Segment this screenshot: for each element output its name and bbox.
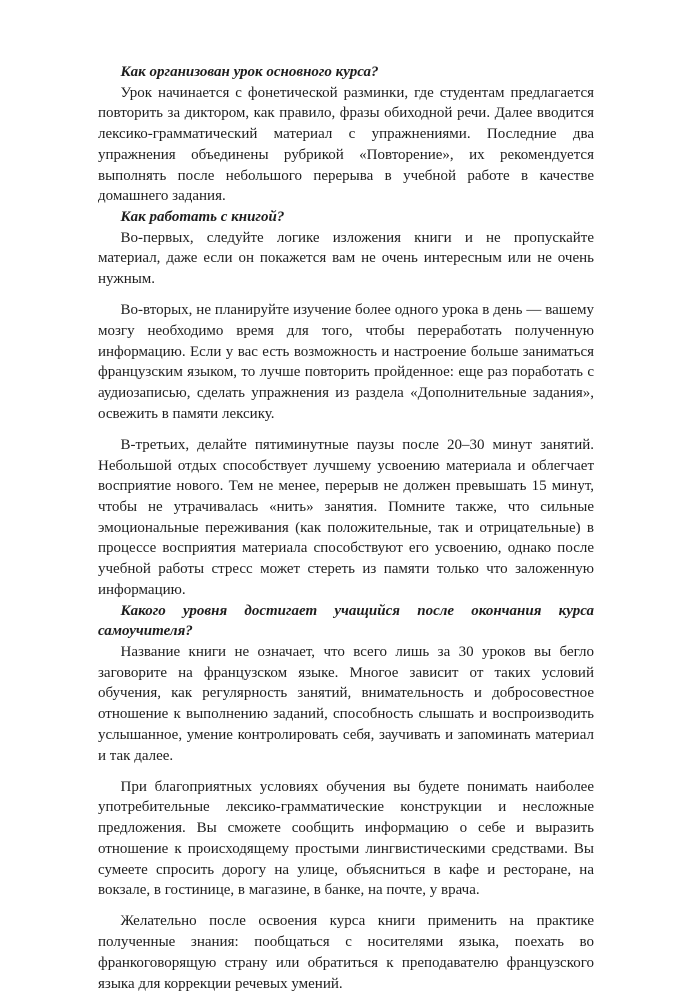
paragraph-favorable-conditions: При благоприятных условиях обучения вы будете понимать наиболее употребительные лексико-грамматические конструкции и несложные предложения. Вы сможете сообщить информацию о себе и выразить отношение к происходящему простыми лингвистическими средствами. Вы сумеете спросить дорогу на улице, объясниться в кафе и ресторане, на вокзале, в гостинице, в магазине, в банке, на почте, у врача. [98, 778, 594, 899]
section-heading-lesson-structure: Как организован урок основного курса? [120, 64, 379, 80]
section-heading-how-to-work: Как работать с книгой? [120, 208, 285, 225]
paragraph-book-title-meaning: Название книги не означает, что всего лишь за 30 уроков вы бегло заговорите на французском языке. Многое зависит от таких условий обучения, как регулярность занятий, внимательность и добросовестное отношение к выполнению заданий, способность слышать и воспроизводить услышанное, умение контролировать себя, заучивать и запоминать материал и так далее. [98, 643, 594, 764]
paragraph-third-advice: В-третьих, делайте пятиминутные паузы после 20–30 минут занятий. Небольшой отдых способствует лучшему усвоению материала и облегчает восприятие нового. Тем не менее, перерыв не должен превышать 15 минут, чтобы не утрачивалась «нить» занятия. Помните также, что сильные эмоциональные переживания (как положительные, так и отрицательные) в процессе восприятия материала способствуют его усвоению, однако после учебной работы стресс может стереть из памяти только что заложенную информацию. [98, 436, 594, 598]
paragraph-first-advice: Во-первых, следуйте логике изложения книги и не пропускайте материал, даже если он покажется вам не очень интересным или не очень нужным. [98, 229, 594, 288]
paragraph-practice-advice: Желательно после освоения курса книги применить на практике полученные знания: пообщаться с носителями языка, поехать во франкоговорящую страну или обратиться к преподавателю французского языка для коррекции речевых умений. [98, 913, 594, 992]
paragraph-lesson-structure: Урок начинается с фонетической разминки, где студентам предлагается повторить за диктором, как правило, фразы обиходной речи. Далее вводится лексико-грамматический материал с упражнениями. Последние два упражнения объединены рубрикой «Повторение», их рекомендуется выполнять после небольшого перерыва в учебной работе в качестве домашнего задания. [98, 84, 594, 205]
text-column [98, 62, 594, 994]
paragraph-second-advice: Во-вторых, не планируйте изучение более одного урока в день — вашему мозгу необходимо время для того, чтобы переработать полученную информацию. Если у вас есть возможность и настроение больше заниматься французским языком, то лучше повторить пройденное: еще раз поработать с аудиозаписью, сделать упражнения из раздела «Дополнительные задания», освежить в памяти лексику. [98, 302, 594, 422]
section-heading-level-reached: Какого уровня достигает учащийся после окончания курса самоучителя? [98, 602, 594, 640]
